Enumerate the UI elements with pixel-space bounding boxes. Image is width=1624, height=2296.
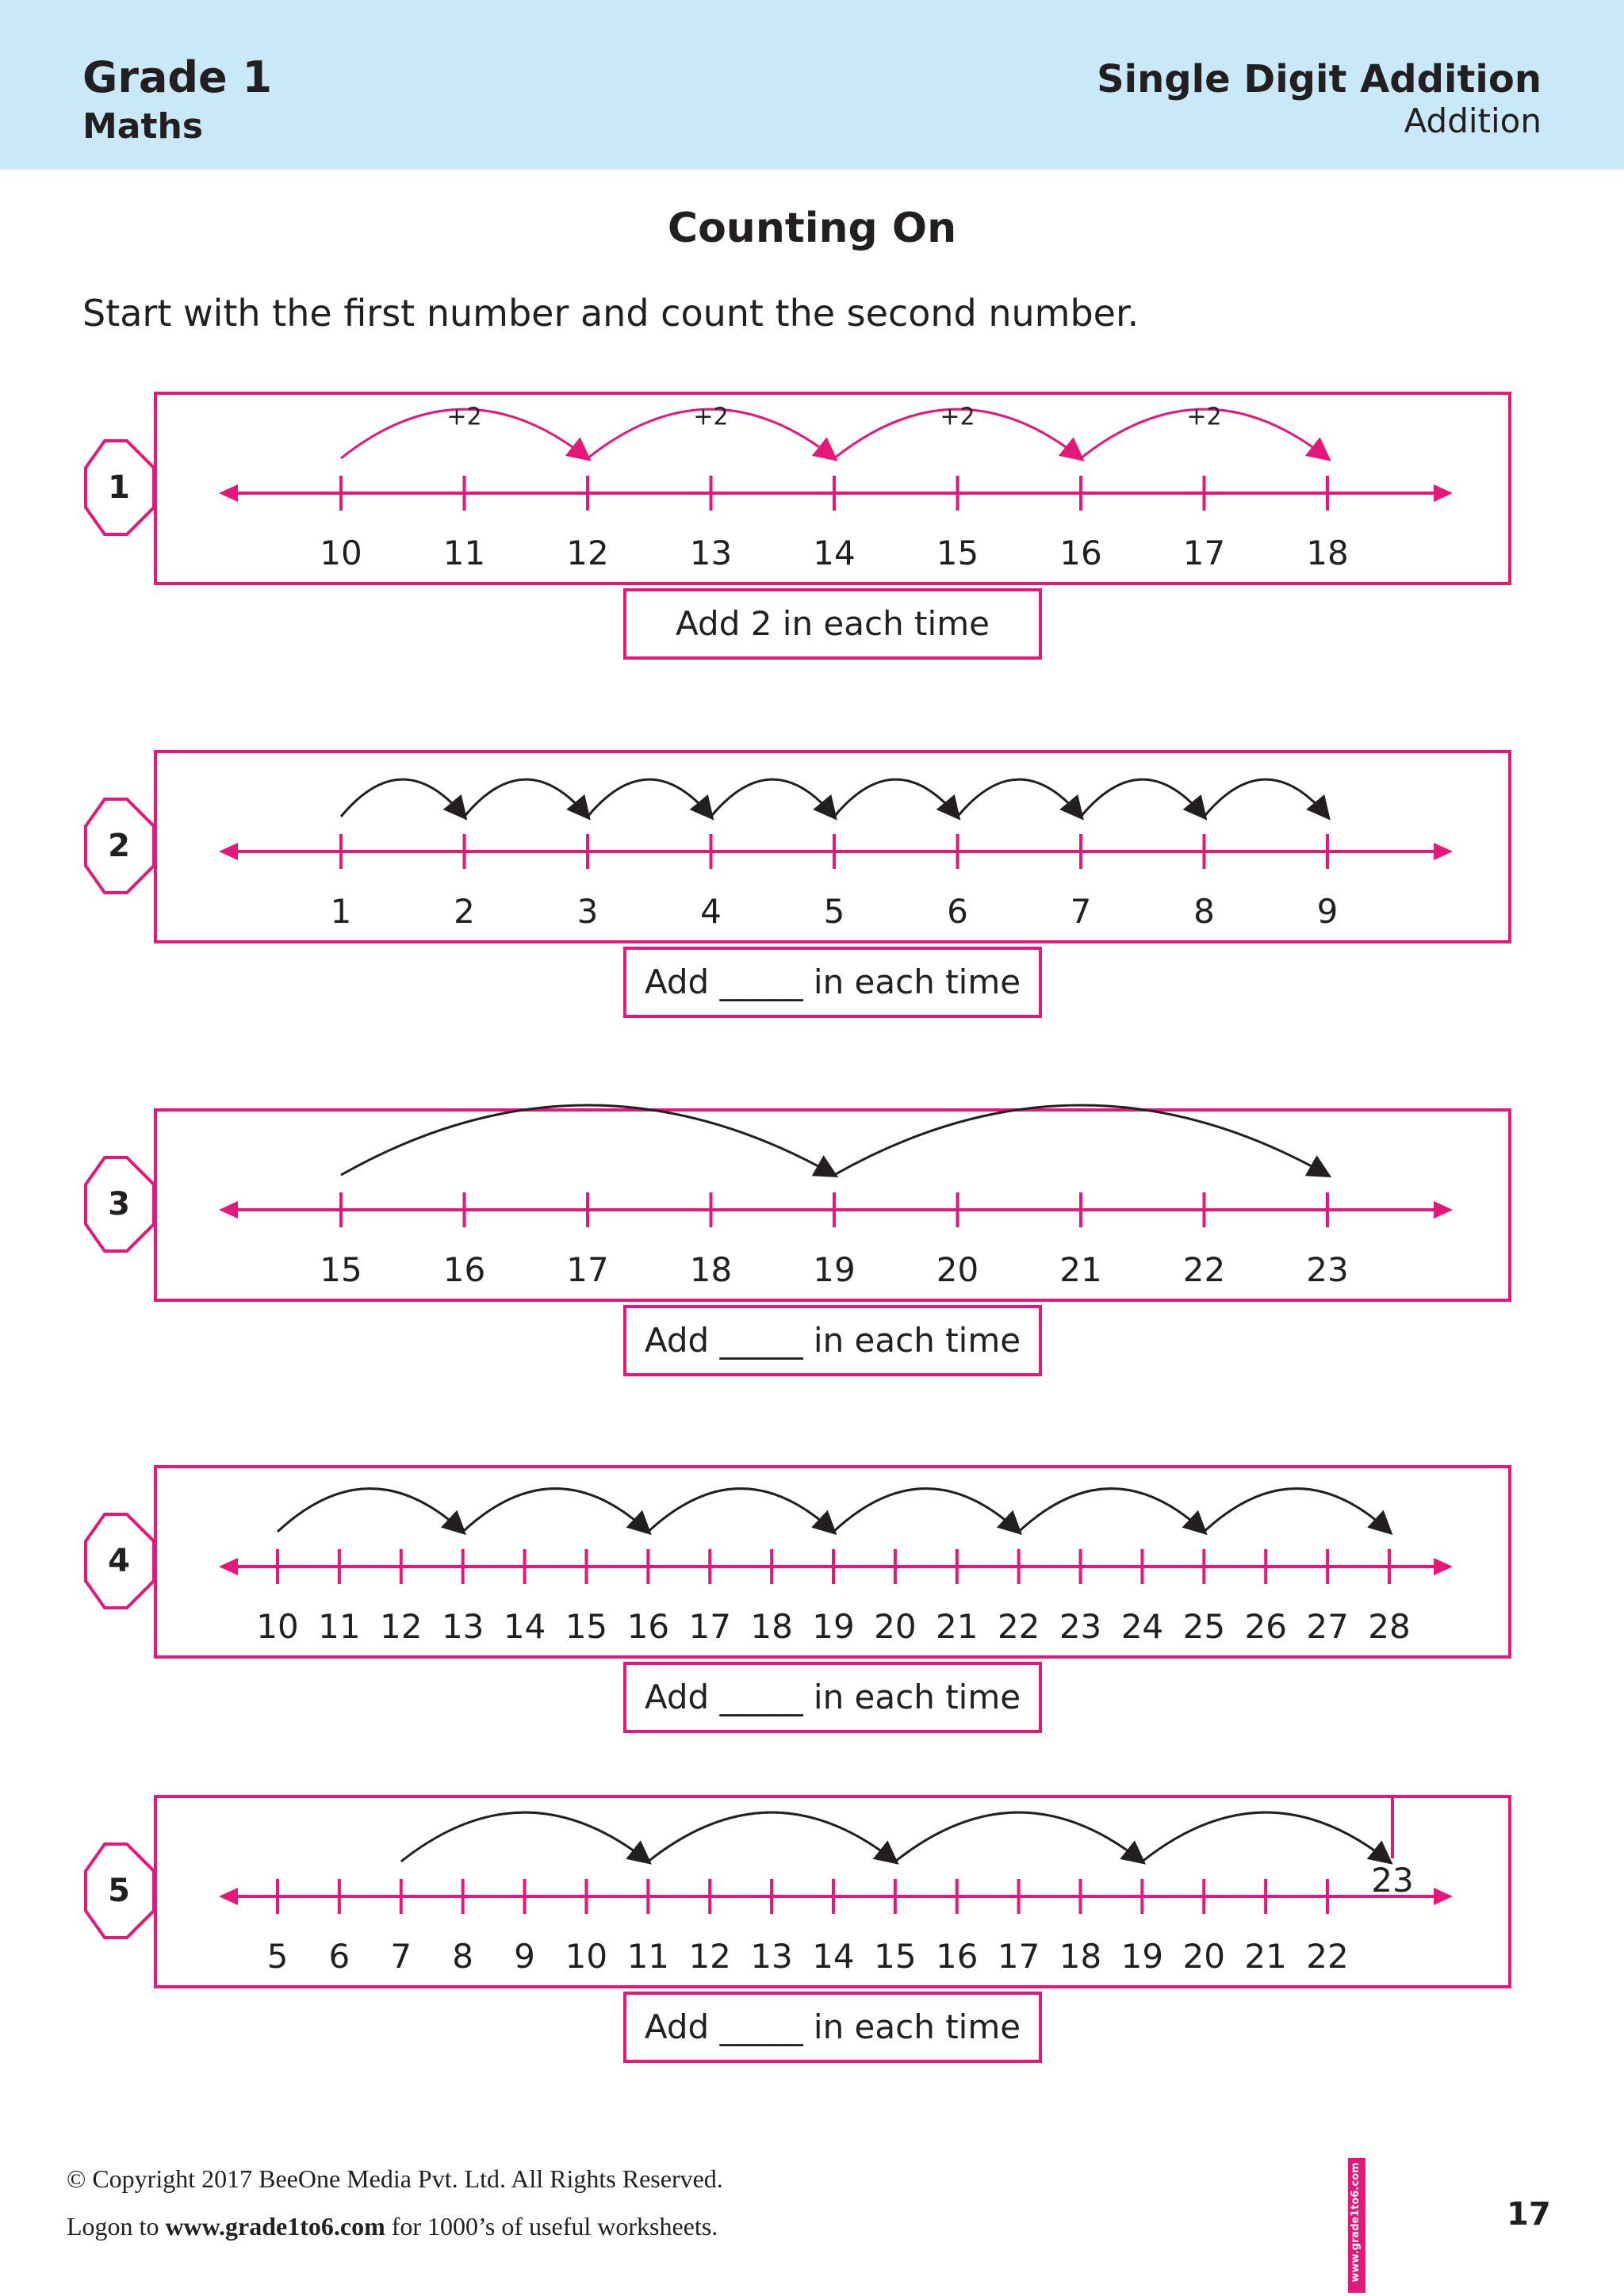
tick-label: 22 xyxy=(997,1607,1040,1646)
tick-label: 20 xyxy=(1182,1937,1225,1976)
subject-label: Maths xyxy=(82,106,204,147)
tick-label: 21 xyxy=(1244,1937,1287,1976)
tick-label: 24 xyxy=(1120,1607,1164,1646)
problem-badge-2 xyxy=(81,794,157,897)
problem-badge-5 xyxy=(81,1839,157,1942)
tick-label: 14 xyxy=(503,1607,546,1646)
tick-label: 15 xyxy=(565,1607,608,1646)
tick-label: 22 xyxy=(1182,1250,1226,1289)
logon-text xyxy=(67,2212,718,2241)
tick-label: 19 xyxy=(1120,1937,1164,1976)
page-number: 17 xyxy=(1507,2196,1551,2233)
problem-badge-1 xyxy=(81,436,157,539)
tick-label: 9 xyxy=(514,1937,535,1976)
worksheet-title: Counting On xyxy=(667,205,957,252)
tick-label: 17 xyxy=(1182,534,1226,572)
tick-label: 17 xyxy=(688,1607,731,1646)
tick-label: 16 xyxy=(1059,534,1102,572)
problem-badge-3 xyxy=(81,1153,157,1256)
topic-label: Single Digit Addition xyxy=(1097,57,1542,101)
tick-label: 3 xyxy=(576,892,599,931)
tick-label: 18 xyxy=(689,1250,733,1289)
problem-number: 2 xyxy=(108,828,130,864)
tick-label: 16 xyxy=(442,1250,486,1289)
tick-label: 11 xyxy=(626,1937,670,1976)
tick-label: 26 xyxy=(1244,1607,1287,1646)
logon-suffix: for 1000’s of useful worksheets. xyxy=(385,2212,718,2241)
tick-label: 10 xyxy=(256,1607,299,1646)
problem-panel-1 xyxy=(154,392,1511,585)
copyright-text: © Copyright 2017 BeeOne Media Pvt. Ltd. All Rights Reserved. xyxy=(67,2164,723,2193)
instruction-text: Start with the first number and count the second number. xyxy=(82,292,1139,335)
jump-label: +2 xyxy=(693,403,729,431)
tick-label: 13 xyxy=(750,1937,793,1976)
tick-label: 18 xyxy=(1059,1937,1102,1976)
logon-prefix: Logon to xyxy=(67,2212,166,2241)
extra-tick-label: 23 xyxy=(1371,1861,1414,1900)
side-url-text: www.grade1to6.com xyxy=(1350,2162,1362,2283)
answer-box-1: Add 2 in each time xyxy=(623,588,1042,660)
tick-label: 19 xyxy=(813,1250,856,1289)
tick-label: 6 xyxy=(328,1937,350,1976)
tick-label: 8 xyxy=(452,1937,474,1976)
tick-label: 11 xyxy=(318,1607,361,1646)
tick-label: 6 xyxy=(947,892,968,931)
tick-label: 16 xyxy=(935,1937,979,1976)
problem-panel-3 xyxy=(154,1108,1511,1302)
tick-label: 21 xyxy=(1059,1250,1102,1289)
tick-label: 7 xyxy=(390,1937,412,1976)
tick-label: 13 xyxy=(441,1607,485,1646)
website-link[interactable]: www.grade1to6.com xyxy=(165,2212,385,2241)
tick-label: 20 xyxy=(874,1607,917,1646)
answer-box-5[interactable]: Add _____ in each time xyxy=(623,1992,1042,2063)
tick-label: 13 xyxy=(689,534,733,572)
tick-label: 15 xyxy=(936,534,979,572)
tick-label: 10 xyxy=(320,534,362,572)
tick-label: 18 xyxy=(1306,534,1349,572)
problem-panel-5 xyxy=(154,1795,1511,1988)
jump-label: +2 xyxy=(940,403,975,431)
tick-label: 14 xyxy=(812,1937,855,1976)
tick-label: 1 xyxy=(330,892,352,931)
tick-label: 20 xyxy=(936,1250,979,1289)
jump-label: +2 xyxy=(446,403,482,431)
tick-label: 5 xyxy=(266,1937,289,1976)
problem-number: 5 xyxy=(108,1873,130,1909)
answer-box-3[interactable]: Add _____ in each time xyxy=(623,1305,1042,1376)
answer-box-4[interactable]: Add _____ in each time xyxy=(623,1662,1042,1733)
tick-label: 22 xyxy=(1306,1937,1349,1976)
jump-label: +2 xyxy=(1186,403,1222,431)
tick-label: 28 xyxy=(1368,1607,1411,1646)
problem-panel-2 xyxy=(154,750,1511,943)
tick-label: 15 xyxy=(320,1250,362,1289)
tick-label: 7 xyxy=(1070,892,1092,931)
tick-label: 10 xyxy=(565,1937,608,1976)
tick-label: 12 xyxy=(566,534,609,572)
tick-label: 18 xyxy=(750,1607,793,1646)
problem-number: 1 xyxy=(108,469,130,506)
tick-label: 17 xyxy=(566,1250,609,1289)
tick-label: 11 xyxy=(442,534,486,572)
tick-label: 16 xyxy=(626,1607,670,1646)
tick-label: 15 xyxy=(874,1937,917,1976)
tick-label: 12 xyxy=(380,1607,423,1646)
tick-label: 2 xyxy=(454,892,475,931)
subtopic-label: Addition xyxy=(1404,101,1542,140)
answer-box-2[interactable]: Add _____ in each time xyxy=(623,947,1042,1018)
problem-number: 3 xyxy=(108,1186,130,1223)
tick-label: 23 xyxy=(1306,1250,1349,1289)
tick-label: 12 xyxy=(688,1937,731,1976)
problem-badge-4 xyxy=(81,1510,157,1613)
tick-label: 25 xyxy=(1182,1607,1226,1646)
tick-label: 9 xyxy=(1316,892,1339,931)
tick-label: 8 xyxy=(1193,892,1215,931)
tick-label: 14 xyxy=(813,534,856,572)
header-band xyxy=(0,0,1624,170)
problem-number: 4 xyxy=(108,1543,130,1579)
grade-label: Grade 1 xyxy=(82,52,273,102)
tick-label: 19 xyxy=(812,1607,855,1646)
tick-label: 17 xyxy=(997,1937,1040,1976)
problem-panel-4 xyxy=(154,1465,1511,1659)
tick-label: 23 xyxy=(1059,1607,1102,1646)
tick-label: 4 xyxy=(700,892,722,931)
tick-label: 27 xyxy=(1306,1607,1349,1646)
tick-label: 5 xyxy=(823,892,845,931)
tick-label: 21 xyxy=(936,1607,979,1646)
